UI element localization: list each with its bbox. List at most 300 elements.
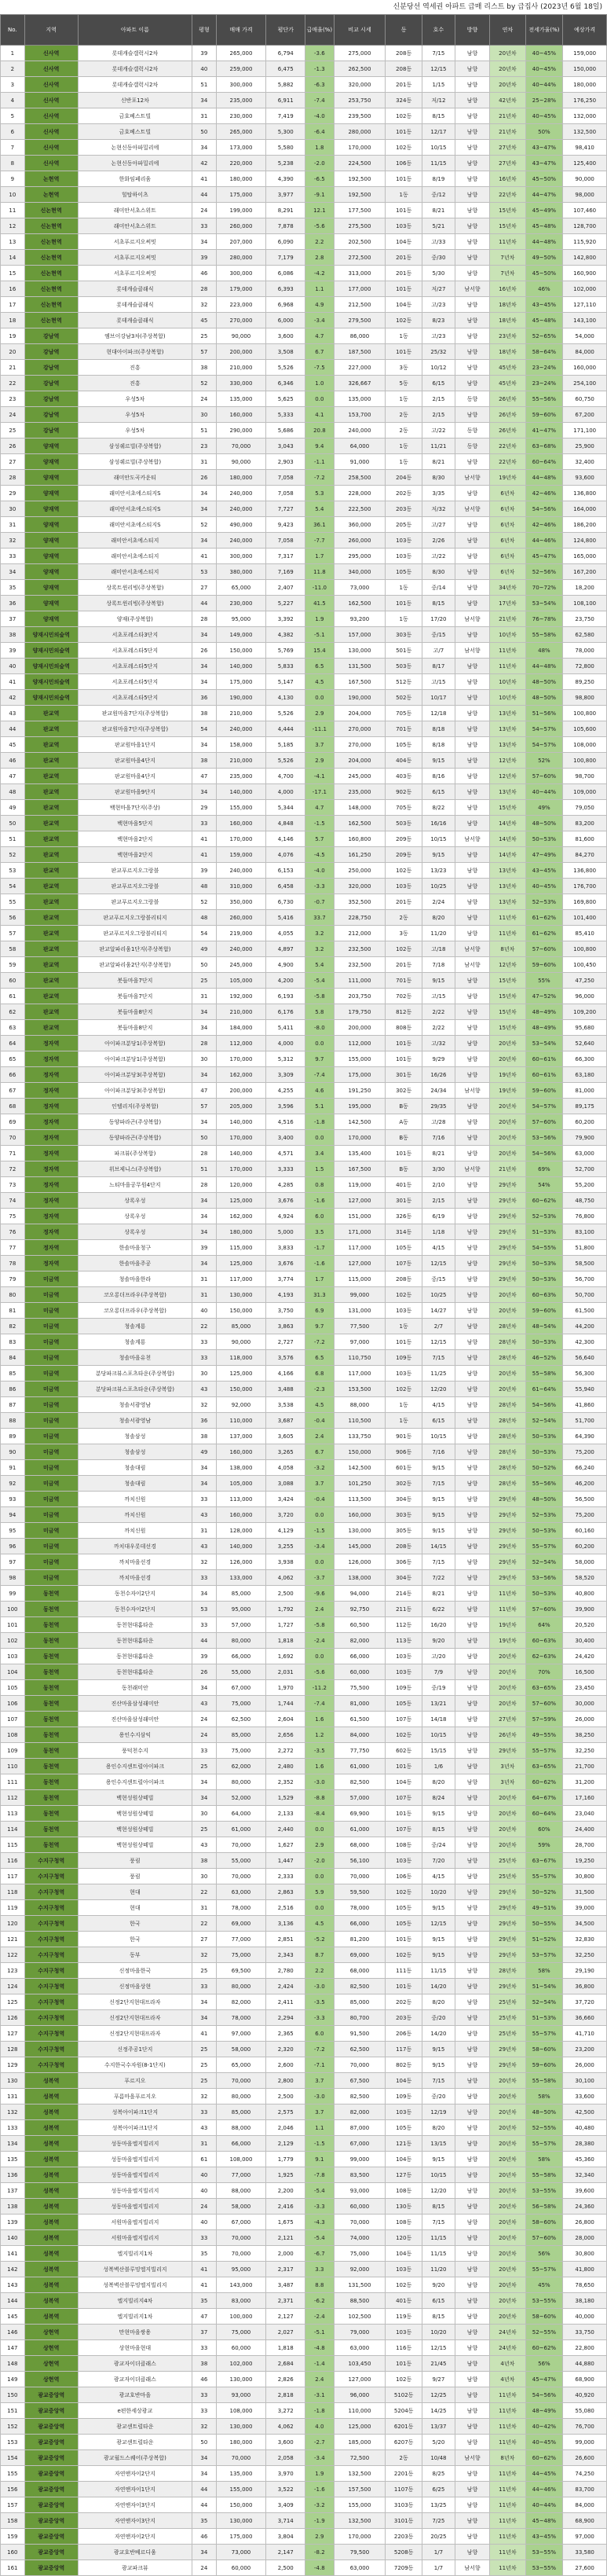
table-row	[1, 1963, 607, 1979]
cell-discount-rate: -7.8	[305, 2167, 334, 2183]
cell-discount-rate: -11.0	[305, 580, 334, 596]
cell-reference-price: 77,500	[334, 1319, 386, 1334]
cell-apt-name: 청솔마을한라	[78, 1271, 192, 1287]
cell-no: 114	[1, 1822, 25, 1837]
cell-direction: 남향	[455, 1853, 489, 1869]
cell-direction: 남향	[455, 1036, 489, 1051]
cell-building: 102동	[386, 941, 422, 957]
cell-pyeong: 34	[192, 1067, 217, 1083]
cell-unit-price: 2,818	[266, 2387, 305, 2403]
cell-pyeong: 43	[192, 1539, 217, 1554]
cell-unit-price: 2,127	[266, 2309, 305, 2325]
cell-pyeong: 53	[192, 1602, 217, 1617]
cell-discount-rate: 1.7	[305, 1271, 334, 1287]
cell-estimated-price: 51,700	[563, 1413, 607, 1429]
cell-no: 75	[1, 1209, 25, 1224]
table-row	[1, 1869, 607, 1884]
cell-building: 512동	[386, 674, 422, 690]
cell-discount-rate: -3.5	[305, 1994, 334, 2010]
cell-pyeong: 35	[192, 2246, 217, 2262]
cell-jeonse-ratio: 44~45%	[525, 2466, 563, 2482]
table-row	[1, 1806, 607, 1822]
cell-reference-price: 145,000	[334, 1539, 386, 1554]
cell-floor: 8/20	[422, 910, 455, 926]
cell-building: 109동	[386, 2089, 422, 2104]
cell-region: 미금역	[24, 1492, 78, 1507]
cell-floor: 고/23	[422, 297, 455, 313]
cell-reference-price: 60,500	[334, 1617, 386, 1633]
cell-floor: 9/15	[422, 1900, 455, 1916]
cell-no: 159	[1, 2529, 25, 2545]
cell-price: 112,000	[216, 1036, 266, 1051]
cell-floor: 14/25	[422, 2403, 455, 2419]
cell-pyeong: 25	[192, 1963, 217, 1979]
cell-price: 300,000	[216, 266, 266, 281]
cell-reference-price: 75,500	[334, 1680, 386, 1696]
cell-estimated-price: 42,300	[563, 1334, 607, 1350]
table-row	[1, 1774, 607, 1790]
cell-reference-price: 73,000	[334, 580, 386, 596]
cell-apt-name: 판교푸르지오그랑블	[78, 894, 192, 910]
cell-direction: 남향	[455, 2419, 489, 2435]
cell-pyeong: 36	[192, 1413, 217, 1429]
col-header-region: 지역	[24, 15, 78, 46]
cell-jeonse-ratio: 46~52%	[525, 1350, 563, 1366]
cell-age: 6년차	[490, 564, 525, 580]
cell-price: 192,000	[216, 989, 266, 1004]
cell-estimated-price: 50,700	[563, 1287, 607, 1303]
cell-region: 동천역	[24, 1649, 78, 1664]
cell-estimated-price: 81,000	[563, 1083, 607, 1099]
cell-discount-rate: 5.4	[305, 957, 334, 973]
table-row	[1, 2089, 607, 2104]
cell-floor: 중/12	[422, 187, 455, 203]
cell-pyeong: 34	[192, 234, 217, 250]
cell-apt-name: 까치신원	[78, 1492, 192, 1507]
cell-estimated-price: 81,600	[563, 831, 607, 847]
cell-unit-price: 4,129	[266, 1523, 305, 1539]
cell-pyeong: 34	[192, 737, 217, 753]
cell-apt-name: 상록트윈리빙(주상복합)	[78, 596, 192, 611]
cell-age: 13년차	[490, 879, 525, 894]
cell-reference-price: 232,500	[334, 941, 386, 957]
cell-jeonse-ratio: 53~54%	[525, 596, 563, 611]
cell-apt-name: 청솔대림	[78, 1460, 192, 1476]
cell-jeonse-ratio: 50~55%	[525, 1916, 563, 1932]
cell-no: 121	[1, 1932, 25, 1947]
cell-discount-rate: 0.0	[305, 1036, 334, 1051]
cell-discount-rate: -9.1	[305, 187, 334, 203]
cell-unit-price: 6,458	[266, 879, 305, 894]
cell-estimated-price: 52,700	[563, 1161, 607, 1177]
cell-age: 25년차	[490, 2010, 525, 2026]
cell-reference-price: 93,200	[334, 611, 386, 627]
cell-unit-price: 3,272	[266, 2403, 305, 2419]
cell-jeonse-ratio: 52~54%	[525, 1554, 563, 1570]
cell-age: 20년차	[490, 2167, 525, 2183]
cell-apt-name: 광교파크뷰	[78, 2560, 192, 2576]
cell-estimated-price: 22,800	[563, 2340, 607, 2356]
cell-building: 209동	[386, 831, 422, 847]
cell-reference-price: 78,000	[334, 1900, 386, 1916]
cell-no: 152	[1, 2419, 25, 2435]
cell-price: 230,000	[216, 596, 266, 611]
cell-pyeong: 43	[192, 2120, 217, 2136]
cell-price: 170,000	[216, 831, 266, 847]
cell-pyeong: 33	[192, 1570, 217, 1586]
cell-unit-price: 3,977	[266, 187, 305, 203]
cell-price: 205,000	[216, 1099, 266, 1114]
cell-pyeong: 31	[192, 108, 217, 124]
cell-building: 3103동	[386, 2497, 422, 2513]
cell-region: 동천역	[24, 1743, 78, 1759]
cell-region: 강남역	[24, 391, 78, 407]
cell-discount-rate: -5.4	[305, 2230, 334, 2246]
cell-no: 91	[1, 1460, 25, 1476]
cell-no: 155	[1, 2466, 25, 2482]
cell-estimated-price: 44,880	[563, 2356, 607, 2372]
cell-unit-price: 5,344	[266, 800, 305, 816]
cell-reference-price: 295,000	[334, 549, 386, 564]
cell-floor: 16/16	[422, 816, 455, 831]
cell-price: 240,000	[216, 486, 266, 501]
cell-price: 245,000	[216, 957, 266, 973]
cell-discount-rate: -4.2	[305, 266, 334, 281]
table-row	[1, 1617, 607, 1633]
cell-no: 77	[1, 1240, 25, 1256]
cell-apt-name: 상록우성	[78, 1209, 192, 1224]
cell-region: 정자역	[24, 1130, 78, 1146]
cell-pyeong: 42	[192, 156, 217, 171]
cell-unit-price: 1,627	[266, 1837, 305, 1853]
cell-floor: 10/25	[422, 879, 455, 894]
cell-estimated-price: 159,000	[563, 46, 607, 61]
cell-building: 103동	[386, 549, 422, 564]
cell-jeonse-ratio: 52~53%	[525, 894, 563, 910]
cell-jeonse-ratio: 46%	[525, 281, 563, 297]
cell-apt-name: 용인수지센트럴아이파크	[78, 1774, 192, 1790]
cell-discount-rate: 3.5	[305, 1224, 334, 1240]
cell-no: 104	[1, 1664, 25, 1680]
cell-price: 200,000	[216, 1083, 266, 1099]
cell-direction: 남향	[455, 816, 489, 831]
cell-no: 128	[1, 2042, 25, 2057]
cell-region: 성복역	[24, 2199, 78, 2215]
cell-estimated-price: 160,900	[563, 266, 607, 281]
cell-region: 수지구청역	[24, 1869, 78, 1884]
table-row	[1, 879, 607, 894]
cell-no: 108	[1, 1727, 25, 1743]
cell-direction: 남향	[455, 926, 489, 941]
cell-no: 9	[1, 171, 25, 187]
cell-region: 판교역	[24, 816, 78, 831]
cell-discount-rate: -3.0	[305, 1979, 334, 1994]
cell-age: 11년차	[490, 1602, 525, 1617]
table-row	[1, 1947, 607, 1963]
cell-reference-price: 96,000	[334, 2387, 386, 2403]
cell-discount-rate: 2.8	[305, 250, 334, 266]
cell-no: 87	[1, 1397, 25, 1413]
table-row	[1, 376, 607, 391]
cell-estimated-price: 32,340	[563, 2167, 607, 2183]
cell-building: 401동	[386, 2293, 422, 2309]
cell-unit-price: 5,769	[266, 643, 305, 659]
cell-direction: 남향	[455, 1146, 489, 1161]
cell-discount-rate: 1.1	[305, 2120, 334, 2136]
cell-unit-price: 5,000	[266, 1224, 305, 1240]
cell-unit-price: 3,750	[266, 1303, 305, 1319]
cell-estimated-price: 31,200	[563, 1774, 607, 1790]
table-row	[1, 1366, 607, 1382]
cell-apt-name: 동천현대홈타운	[78, 1664, 192, 1680]
cell-building: 104동	[386, 2073, 422, 2089]
cell-unit-price: 2,600	[266, 2057, 305, 2073]
cell-apt-name: 백현성원상떼빌	[78, 1806, 192, 1822]
cell-age: 14년차	[490, 847, 525, 863]
cell-reference-price: 94,000	[334, 1586, 386, 1602]
table-row	[1, 580, 607, 596]
cell-no: 124	[1, 1979, 25, 1994]
cell-age: 20년차	[490, 2230, 525, 2246]
cell-direction: 남향	[455, 1051, 489, 1067]
cell-direction: 남향	[455, 800, 489, 816]
cell-apt-name: 판교푸르지오그랑블리티지	[78, 910, 192, 926]
cell-jeonse-ratio: 57~60%	[525, 769, 563, 784]
cell-floor: 2/7	[422, 1319, 455, 1334]
cell-estimated-price: 63,180	[563, 1067, 607, 1083]
cell-price: 67,000	[216, 2215, 266, 2230]
cell-jeonse-ratio: 47~52%	[525, 989, 563, 1004]
cell-estimated-price: 27,600	[563, 2560, 607, 2576]
cell-price: 130,000	[216, 2419, 266, 2435]
cell-direction: 남향	[455, 910, 489, 926]
cell-reference-price: 153,700	[334, 407, 386, 423]
cell-jeonse-ratio: 63~65%	[525, 1680, 563, 1696]
cell-jeonse-ratio: 55~58%	[525, 2073, 563, 2089]
cell-building: 401동	[386, 1177, 422, 1193]
cell-price: 65,000	[216, 2057, 266, 2073]
cell-price: 210,000	[216, 360, 266, 376]
cell-direction: 남향	[455, 1382, 489, 1397]
cell-price: 149,000	[216, 627, 266, 643]
cell-pyeong: 28	[192, 1146, 217, 1161]
cell-jeonse-ratio: 53~56%	[525, 1570, 563, 1586]
cell-jeonse-ratio: 60~64%	[525, 454, 563, 470]
cell-no: 122	[1, 1947, 25, 1963]
cell-estimated-price: 96,000	[563, 989, 607, 1004]
cell-region: 성복역	[24, 2167, 78, 2183]
cell-apt-name: 코오롱더프라우(주상복합)	[78, 1287, 192, 1303]
cell-no: 83	[1, 1334, 25, 1350]
cell-building: 105동	[386, 1900, 422, 1916]
cell-unit-price: 2,133	[266, 1806, 305, 1822]
cell-pyeong: 47	[192, 769, 217, 784]
cell-price: 65,000	[216, 580, 266, 596]
cell-pyeong: 41	[192, 847, 217, 863]
cell-floor: 8/21	[422, 1146, 455, 1161]
cell-no: 6	[1, 124, 25, 140]
table-row	[1, 360, 607, 376]
cell-apt-name: 광교자이더클래스	[78, 2356, 192, 2372]
cell-apt-name: 롯데캐슬클래식	[78, 297, 192, 313]
cell-building: 106동	[386, 156, 422, 171]
cell-direction: 남서향	[455, 1083, 489, 1099]
cell-estimated-price: 254,100	[563, 376, 607, 391]
cell-reference-price: 70,000	[334, 1869, 386, 1884]
cell-price: 125,000	[216, 1193, 266, 1209]
cell-building: 105동	[386, 2120, 422, 2136]
table-row	[1, 2419, 607, 2435]
cell-floor: 11/20	[422, 2262, 455, 2277]
cell-region: 성복역	[24, 2293, 78, 2309]
cell-reference-price: 101,250	[334, 1476, 386, 1492]
cell-floor: 12/17	[422, 124, 455, 140]
cell-apt-name: 롯데캐슬클래식	[78, 281, 192, 297]
cell-estimated-price: 98,800	[563, 690, 607, 706]
table-row	[1, 517, 607, 533]
cell-price: 240,000	[216, 721, 266, 737]
cell-price: 102,000	[216, 2356, 266, 2372]
cell-jeonse-ratio: 54%	[525, 1177, 563, 1193]
cell-reference-price: 245,000	[334, 769, 386, 784]
cell-price: 69,000	[216, 1916, 266, 1932]
cell-jeonse-ratio: 44~48%	[525, 234, 563, 250]
cell-direction: 남향	[455, 1334, 489, 1350]
cell-jeonse-ratio: 58~60%	[525, 2042, 563, 2057]
cell-jeonse-ratio: 58~60%	[525, 2215, 563, 2230]
cell-direction: 남향	[455, 1680, 489, 1696]
cell-direction: 남향	[455, 1633, 489, 1649]
cell-discount-rate: 1.9	[305, 611, 334, 627]
cell-reference-price: 82,000	[334, 1633, 386, 1649]
cell-estimated-price: 41,800	[563, 2262, 607, 2277]
cell-price: 180,000	[216, 1224, 266, 1240]
cell-region: 광교중앙역	[24, 2419, 78, 2435]
cell-no: 86	[1, 1382, 25, 1397]
cell-jeonse-ratio: 48~50%	[525, 690, 563, 706]
cell-age: 20년차	[490, 1287, 525, 1303]
cell-no: 24	[1, 407, 25, 423]
table-row	[1, 1680, 607, 1696]
cell-region: 광교중앙역	[24, 2466, 78, 2482]
cell-region: 상현역	[24, 2325, 78, 2340]
cell-reference-price: 190,000	[334, 690, 386, 706]
cell-direction: 남향	[455, 1067, 489, 1083]
cell-age: 29년차	[490, 1177, 525, 1193]
cell-discount-rate: -4.8	[305, 2560, 334, 2576]
cell-unit-price: 4,062	[266, 2419, 305, 2435]
cell-no: 120	[1, 1916, 25, 1932]
cell-age: 29년차	[490, 1570, 525, 1586]
cell-pyeong: 46	[192, 2372, 217, 2387]
cell-direction: 남향	[455, 2466, 489, 2482]
cell-estimated-price: 83,200	[563, 816, 607, 831]
cell-unit-price: 3,392	[266, 611, 305, 627]
cell-floor: 12/15	[422, 1256, 455, 1271]
cell-reference-price: 60,000	[334, 1664, 386, 1680]
table-row	[1, 2057, 607, 2073]
cell-direction: 남향	[455, 203, 489, 218]
cell-estimated-price: 37,720	[563, 1994, 607, 2010]
cell-estimated-price: 36,800	[563, 1979, 607, 1994]
cell-apt-name: 롯데캐슬갤럭시2차	[78, 46, 192, 61]
table-row	[1, 187, 607, 203]
cell-apt-name: 자연앤자이2단지	[78, 2529, 192, 2545]
cell-jeonse-ratio: 52~54%	[525, 1413, 563, 1429]
cell-unit-price: 4,255	[266, 1083, 305, 1099]
cell-direction: 남서향	[455, 1161, 489, 1177]
cell-unit-price: 4,444	[266, 721, 305, 737]
cell-apt-name: 진흥	[78, 360, 192, 376]
cell-unit-price: 6,176	[266, 1004, 305, 1020]
cell-floor: 14/20	[422, 1979, 455, 1994]
cell-price: 160,000	[216, 1507, 266, 1523]
cell-jeonse-ratio: 54~57%	[525, 737, 563, 753]
cell-building: 2203동	[386, 2529, 422, 2545]
cell-direction: 남향	[455, 2356, 489, 2372]
cell-building: 7209동	[386, 2560, 422, 2576]
cell-building: 102동	[386, 108, 422, 124]
cell-unit-price: 4,000	[266, 1036, 305, 1051]
cell-region: 동천역	[24, 1617, 78, 1633]
cell-direction: 남향	[455, 1397, 489, 1413]
cell-no: 76	[1, 1224, 25, 1240]
cell-pyeong: 29	[192, 800, 217, 816]
cell-pyeong: 31	[192, 454, 217, 470]
cell-no: 21	[1, 360, 25, 376]
cell-region: 정자역	[24, 1224, 78, 1240]
cell-floor: 9/27	[422, 2372, 455, 2387]
cell-floor: 9/15	[422, 1492, 455, 1507]
cell-no: 141	[1, 2246, 25, 2262]
cell-no: 50	[1, 816, 25, 831]
table-row	[1, 1979, 607, 1994]
cell-pyeong: 26	[192, 470, 217, 486]
cell-floor: 11/15	[422, 156, 455, 171]
cell-building: 201동	[386, 250, 422, 266]
cell-region: 광교중앙역	[24, 2450, 78, 2466]
cell-floor: 12/20	[422, 1382, 455, 1397]
cell-building: 103동	[386, 879, 422, 894]
cell-region: 동천역	[24, 1712, 78, 1727]
cell-floor: 9/29	[422, 1051, 455, 1067]
cell-pyeong: 52	[192, 376, 217, 391]
cell-price: 85,000	[216, 1586, 266, 1602]
cell-age: 13년차	[490, 784, 525, 800]
cell-reference-price: 127,000	[334, 2372, 386, 2387]
cell-no: 111	[1, 1774, 25, 1790]
cell-reference-price: 195,000	[334, 1099, 386, 1114]
cell-apt-name: 한국	[78, 1932, 192, 1947]
cell-unit-price: 7,317	[266, 549, 305, 564]
cell-direction: 남향	[455, 2309, 489, 2325]
cell-pyeong: 31	[192, 1523, 217, 1539]
cell-reference-price: 127,000	[334, 1256, 386, 1271]
cell-price: 113,000	[216, 1492, 266, 1507]
cell-no: 139	[1, 2215, 25, 2230]
cell-building: 112동	[386, 1617, 422, 1633]
cell-discount-rate: 3.7	[305, 737, 334, 753]
cell-reference-price: 132,500	[334, 2466, 386, 2482]
cell-unit-price: 5,526	[266, 360, 305, 376]
cell-unit-price: 6,475	[266, 61, 305, 77]
cell-pyeong: 25	[192, 973, 217, 989]
cell-price: 130,000	[216, 1287, 266, 1303]
cell-age: 22년차	[490, 454, 525, 470]
cell-building: 101동	[386, 2356, 422, 2372]
cell-price: 180,000	[216, 2435, 266, 2450]
cell-building: 101동	[386, 1932, 422, 1947]
